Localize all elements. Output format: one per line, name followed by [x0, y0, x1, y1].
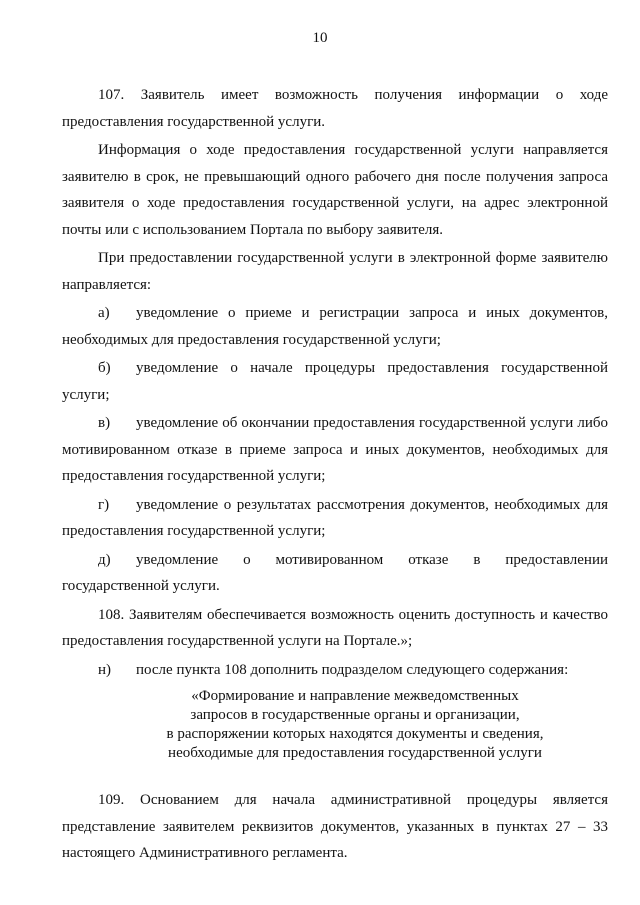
paragraph-109: 109. Основанием для начала административной процедуры является представление заявителем реквизитов документов, указанных в пунктах 27 – 33 настоящего Административного регламента. [62, 792, 608, 861]
list-item [62, 492, 608, 545]
paragraph-info: Информация о ходе предоставления государственной услуги направляется заявителю в срок, не превышающий одного рабочего дня после получения запроса заявителя о ходе предоставления государственной услуги, на адрес электронной почты или с использованием Портала по выбору заявителя. [62, 142, 608, 238]
subsection-heading [102, 687, 608, 763]
heading-line: в распоряжении которых находятся документы и сведения, [166, 726, 544, 742]
list-item-letter: г) [98, 496, 110, 513]
list-item-text: после пункта 108 дополнить подразделом следующего содержания: [136, 661, 569, 678]
list-item-letter: н) [98, 661, 112, 678]
list-item-letter: б) [98, 360, 111, 376]
list-item-text: уведомление о мотивированном отказе в предоставлении государственной услуги. [62, 551, 608, 594]
document-body [62, 82, 608, 869]
page-number: 10 [312, 30, 328, 46]
list-item-letter: в) [98, 415, 111, 431]
heading-line: запросов в государственные органы и организации, [190, 707, 520, 723]
heading-line: «Формирование и направление межведомственных [191, 688, 519, 704]
list-item-text: уведомление о результатах рассмотрения документов, необходимых для предоставления государственной услуги; [62, 496, 608, 539]
heading-line: необходимые для предоставления государственной услуги [168, 745, 542, 761]
list-item [62, 300, 608, 353]
list-item [62, 547, 608, 600]
list-item [62, 410, 608, 490]
list-item-letter: д) [98, 551, 111, 568]
list-item-text: уведомление о начале процедуры предоставления государственной услуги; [62, 360, 608, 403]
list-item [62, 355, 608, 408]
paragraph-107: 107. Заявитель имеет возможность получения информации о ходе предоставления государственной услуги. [62, 87, 608, 130]
list-item-n [62, 657, 608, 684]
list-item-letter: а) [98, 305, 110, 321]
paragraph-108: 108. Заявителям обеспечивается возможность оценить доступность и качество предоставления государственной услуги на Портале.»; [62, 606, 608, 649]
list-item-text: уведомление об окончании предоставления государственной услуги либо мотивированном отказе в приеме запроса и иных документов, необходимых для предоставления государственной услуги; [62, 415, 608, 484]
list-item-text: уведомление о приеме и регистрации запроса и иных документов, необходимых для предоставления государственной услуги; [62, 305, 608, 348]
paragraph-electronic: При предоставлении государственной услуги в электронной форме заявителю направляется: [62, 250, 608, 293]
